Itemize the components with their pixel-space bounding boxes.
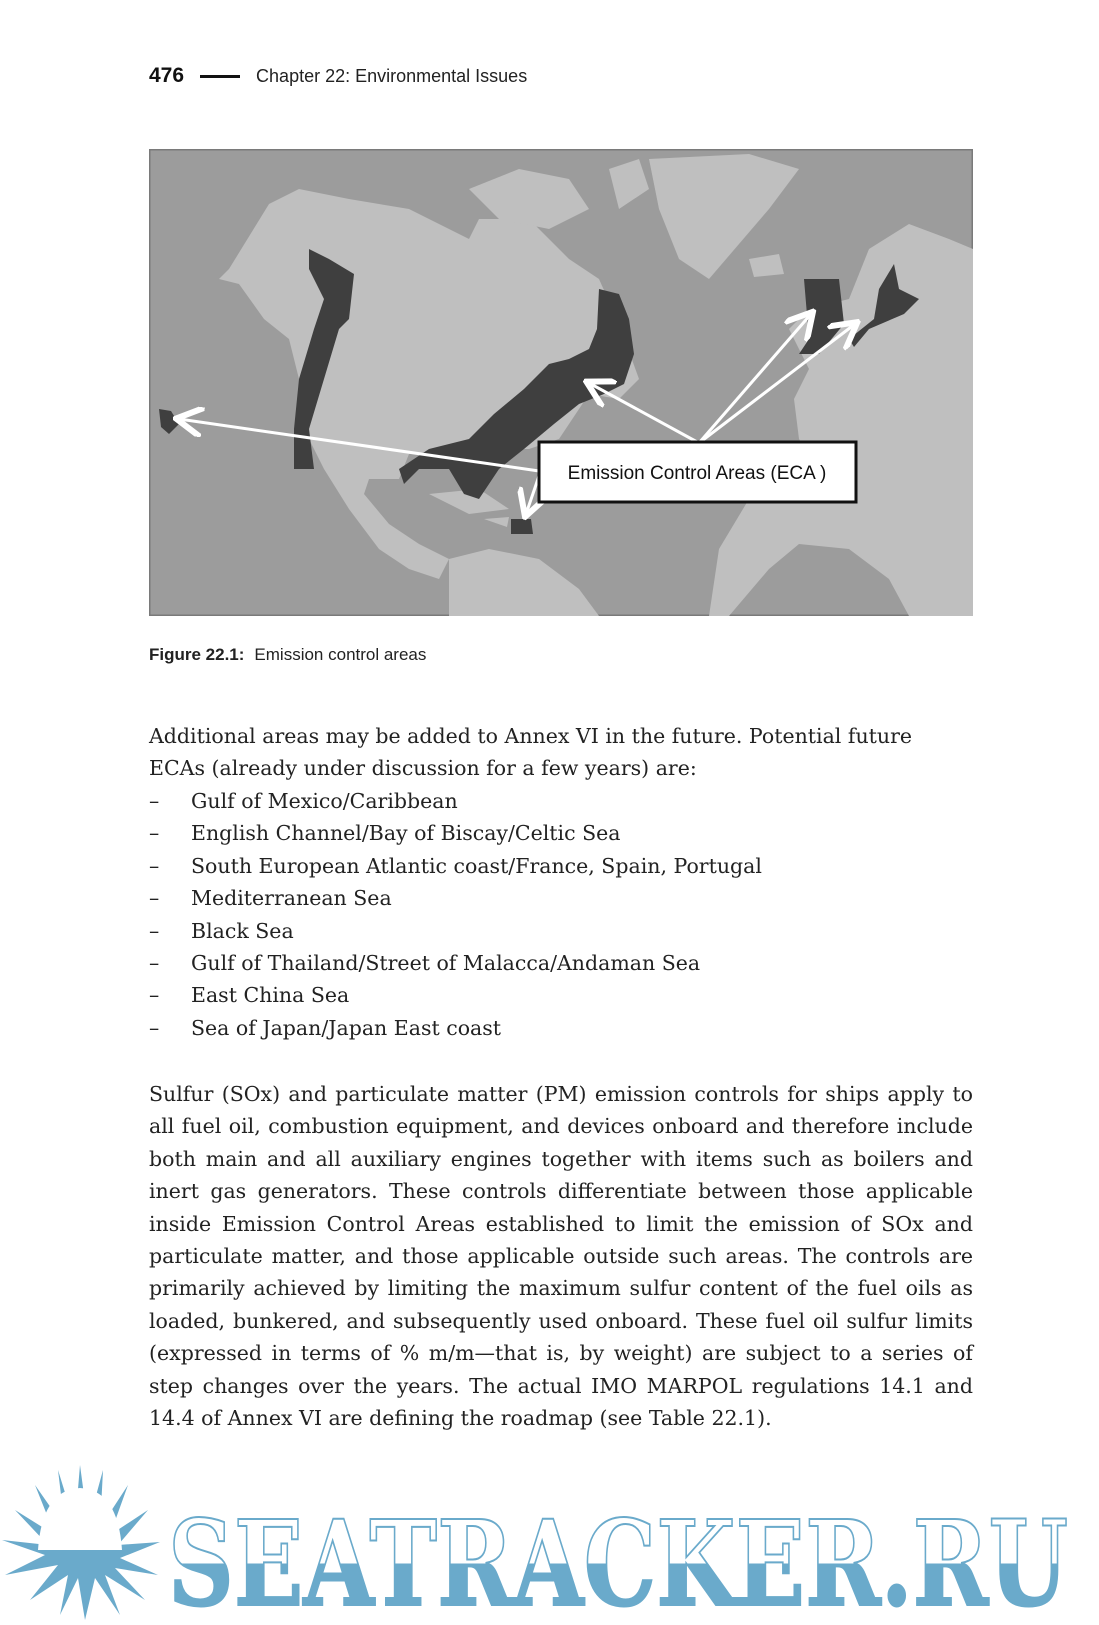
list-item-text: East China Sea bbox=[191, 983, 350, 1008]
paragraph-intro: Additional areas may be added to Annex VI in the future. Potential future ECAs (already under discussion for a few years) are: bbox=[149, 724, 913, 781]
list-dash: – bbox=[149, 918, 160, 943]
list-item-text: South European Atlantic coast/France, Spain, Portugal bbox=[191, 853, 762, 878]
eca-map-figure bbox=[149, 149, 973, 616]
eca-label-text: Emission Control Areas (ECA ) bbox=[567, 463, 827, 484]
list-dash: – bbox=[149, 886, 160, 911]
list-item-text: Black Sea bbox=[191, 918, 294, 943]
list-item-text: English Channel/Bay of Biscay/Celtic Sea bbox=[191, 821, 621, 846]
watermark-logo bbox=[0, 1460, 1099, 1621]
eca-us-caribbean bbox=[511, 519, 533, 534]
list-dash: – bbox=[149, 951, 160, 976]
list-item-text: Mediterranean Sea bbox=[191, 886, 392, 911]
chapter-title: Chapter 22: Environmental Issues bbox=[256, 65, 528, 86]
list-item bbox=[149, 979, 973, 1011]
watermark-text: SEATRACKER.RU bbox=[168, 1494, 1068, 1621]
figure-caption-text: Emission control areas bbox=[254, 645, 427, 664]
list-dash: – bbox=[149, 789, 160, 813]
list-item bbox=[149, 785, 973, 817]
list-item-text: Gulf of Mexico/Caribbean bbox=[191, 789, 458, 813]
list-dash: – bbox=[149, 821, 160, 846]
eca-map bbox=[149, 149, 973, 616]
sun-icon bbox=[2, 1465, 160, 1620]
list-dash: – bbox=[149, 853, 160, 878]
list-item bbox=[149, 915, 973, 947]
list-item-text: Sea of Japan/Japan East coast bbox=[191, 1015, 502, 1040]
list-dash: – bbox=[149, 983, 160, 1008]
future-eca-list bbox=[149, 785, 973, 1044]
list-item bbox=[149, 947, 973, 979]
list-item bbox=[149, 817, 973, 849]
figure-number: Figure 22.1: bbox=[149, 645, 245, 664]
header-rule bbox=[200, 75, 240, 78]
watermark bbox=[0, 1460, 1099, 1621]
list-item bbox=[149, 850, 973, 882]
list-item bbox=[149, 882, 973, 914]
running-header bbox=[149, 64, 527, 88]
list-item bbox=[149, 1012, 973, 1044]
paragraph-sulfur-controls: Sulfur (SOx) and particulate matter (PM) emission controls for ships apply to all fuel oil, combustion equipment, and devices onboard and therefore include both main and all auxiliary engines together with items such as boilers and inert gas generators. These controls differentiate between those applicable inside Emission Control Areas established to limit the emission of SOx and particulate matter, and those applicable outside such areas. The controls are primarily achieved by limiting the maximum sulfur content of the fuel oils as loaded, bunkered, and subsequently used onboard. These fuel oil sulfur limits (expressed in terms of % m/m—that is, by weight) are subject to a series of step changes over the years. The actual IMO MARPOL regulations 14.1 and 14.4 of Annex VI are defining the roadmap (see Table 22.1). bbox=[149, 1082, 973, 1431]
list-item-text: Gulf of Thailand/Street of Malacca/Andaman Sea bbox=[191, 951, 701, 976]
page-number: 476 bbox=[149, 64, 185, 87]
figure-caption bbox=[149, 645, 426, 665]
list-dash: – bbox=[149, 1015, 160, 1040]
